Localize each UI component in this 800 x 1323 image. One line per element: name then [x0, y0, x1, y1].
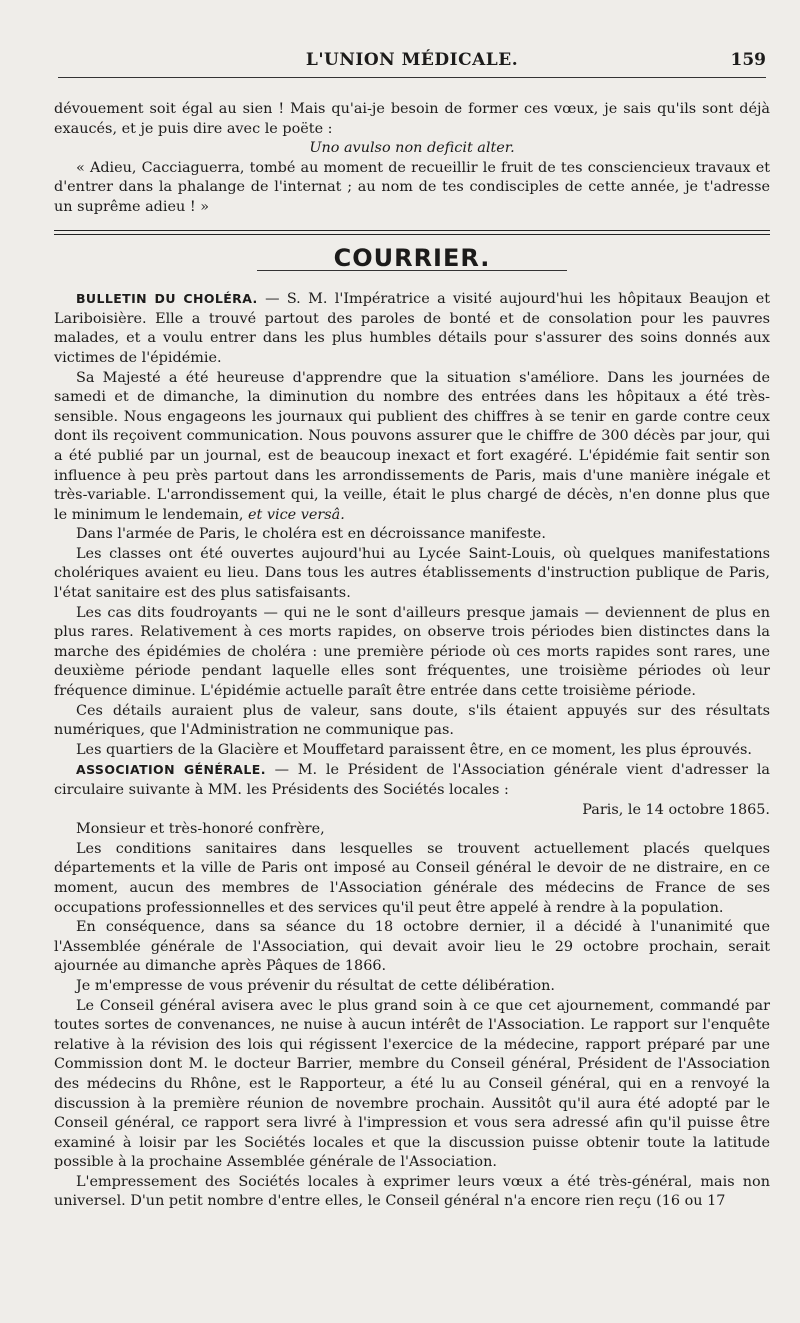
letter-dateline: Paris, le 14 octobre 1865. — [582, 801, 770, 818]
page-number: 159 — [730, 50, 766, 70]
letter-paragraph: Les conditions sanitaires dans lesquelles se trouvent actuellement placés quelques départements et la ville de Paris ont imposé au Conseil général le devoir de ne distraire, en ce moment, aucun des membres de l'Association générale des médecins de France de ses occupations professionnelles et des services qu'il peut être appelé à rendre à la population. — [54, 840, 770, 916]
association-text: — M. le Président de l'Association générale vient d'adresser la circulaire suivante à MM. les Présidents des Sociétés locales : — [54, 762, 771, 798]
bulletin-paragraph: Dans l'armée de Paris, le choléra est en décroissance manifeste. — [76, 526, 546, 543]
bulletin-text: Sa Majesté a été heureuse d'apprendre que la situation s'améliore. Dans les journées de samedi et de dimanche, la diminution du nombre des entrées dans les hôpitaux a été très-sensible. Nous engageons les journaux qui publient des chiffres à se tenir en garde contre ceux dont ils reçoivent communication. Nous pouvons assurer que le chiffre de 300 décès par jour, qui a été publié par un journal, est de beaucoup inexact et fort exagéré. L'épidémie fait sentir son influence à peu près partout dans les arrondissements de Paris, mais d'une manière inégale et très-variable. L'arrondissement qui, la veille, était le plus chargé de décès, n'en donne plus que le minimum le lendemain, — [54, 369, 770, 523]
letter-paragraph: En conséquence, dans sa séance du 18 octobre dernier, il a décidé à l'unanimité que l'Assemblée générale de l'Association, qui devait avoir lieu le 29 octobre prochain, serait ajournée au dimanche après Pâques de 1866. — [54, 919, 770, 975]
bulletin-paragraph: Les classes ont été ouvertes aujourd'hui au Lycée Saint-Louis, où quelques manifestations cholériques avaient eu lieu. Dans tous les autres établissements d'instruction publique de Paris, l'état sanitaire est des plus satisfaisants. — [54, 545, 770, 602]
association-heading: ASSOCIATION GÉNÉRALE. — [76, 762, 266, 778]
letter-paragraph: Le Conseil général avisera avec le plus grand soin à ce que cet ajournement, commandé par toutes sortes de convenances, ne nuise à aucun intérêt de l'Association. Le rapport sur l'enquête relative à la révision des lois qui régissent l'exercice de la médecine, rapport préparé par une Commission dont M. le docteur Barrier, membre du Conseil général, Président de l'Association des médecins du Rhône, est le Rapporteur, a été lu au Conseil général, qui en a renvoyé la discussion à la première réunion de novembre prochain. Aussitôt qu'il aura été adopté par le Conseil général, ce rapport sera livré à l'impression et vous sera adressé afin qu'il puisse être examiné à loisir par les Sociétés locales et que la discussion puisse obtenir toute la latitude possible à la prochaine Assemblée générale de l'Association. — [54, 997, 770, 1171]
bulletin-paragraph — [54, 289, 770, 368]
association-paragraph — [54, 760, 770, 800]
body-text — [54, 100, 770, 1212]
header-rule — [58, 77, 766, 78]
bulletin-paragraph: Les cas dits foudroyants — qui ne le sont d'ailleurs presque jamais — deviennent de plus en plus rares. Relativement à ces morts rapides, on observe trois périodes bien distinctes dans la marche des épidémies de choléra : une première période où ces morts rapides sont rares, une deuxième période pendant laquelle elles sont fréquentes, une troisième périodes où leur fréquence diminue. L'épidémie actuelle paraît être entrée dans cette troisième période. — [54, 604, 770, 700]
latin-quote: Uno avulso non deficit alter. — [309, 140, 515, 157]
bulletin-paragraph: Ces détails auraient plus de valeur, sans doute, s'ils étaient appuyés sur des résultats numériques, que l'Administration ne communique pas. — [54, 702, 770, 739]
intro-paragraph: dévouement soit égal au sien ! Mais qu'ai-je besoin de former ces vœux, je sais qu'ils sont déjà exaucés, et je puis dire avec le poëte : — [54, 101, 770, 137]
letter-paragraph: Je m'empresse de vous prévenir du résultat de cette délibération. — [76, 977, 555, 994]
letter-paragraph: L'empressement des Sociétés locales à exprimer leurs vœux a été très-général, mais non universel. D'un petit nombre d'entre elles, le Conseil général n'a encore rien reçu (16 ou 17 — [54, 1173, 770, 1210]
latin-phrase: et vice versâ. — [248, 506, 345, 523]
farewell-paragraph: « Adieu, Cacciaguerra, tombé au moment de recueillir le fruit de tes consciencieux travaux et d'entrer dans la phalange de l'internat ; au nom de tes condisciples de cette année, je t'adresse un suprême adieu ! » — [54, 159, 770, 215]
bulletin-paragraph — [54, 369, 770, 526]
section-title: COURRIER. — [333, 243, 491, 272]
bulletin-text: — S. M. l'Impératrice a visité aujourd'hui les hôpitaux Beaujon et Lariboisière. Elle a trouvé partout des paroles de bonté et de consolation pour les pauvres malades, et a voulu entrer dans les plus humbles détails pour s'assurer des soins donnés aux victimes de l'épidémie. — [54, 291, 771, 366]
bulletin-paragraph: Les quartiers de la Glacière et Mouffetard paraissent être, en ce moment, les plus éprouvés. — [76, 741, 752, 758]
page-header — [58, 50, 766, 80]
running-title: L'UNION MÉDICALE. — [305, 50, 519, 70]
bulletin-heading: BULLETIN DU CHOLÉRA. — [76, 291, 258, 307]
letter-salutation: Monsieur et très-honoré confrère, — [76, 821, 325, 838]
section-divider — [54, 230, 770, 235]
